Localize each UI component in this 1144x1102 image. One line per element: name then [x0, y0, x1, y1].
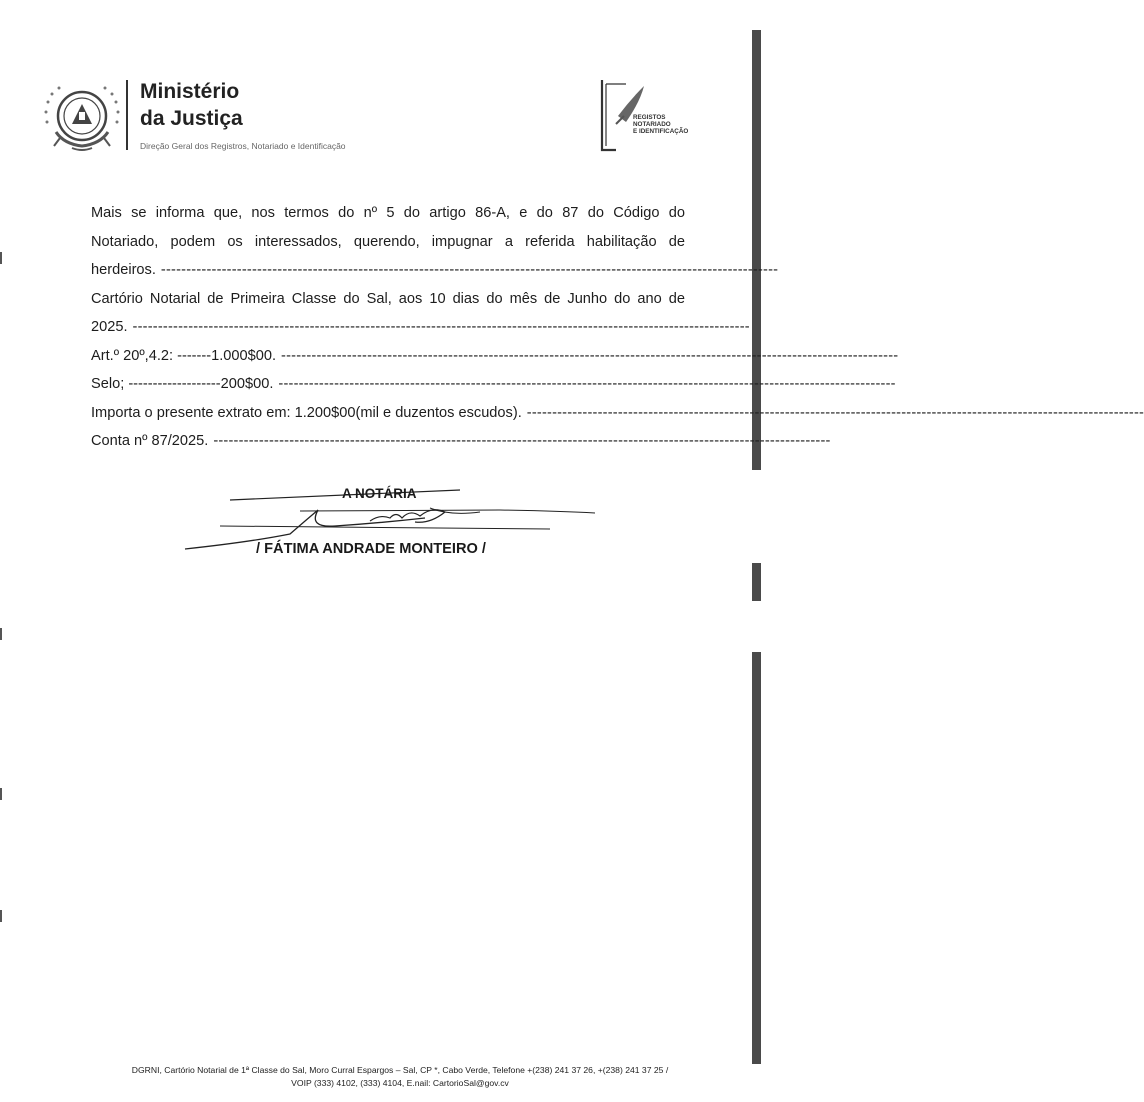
total-amount: Importa o presente extrato em: 1.200$00(mil e duzentos escudos).: [91, 404, 522, 421]
registos-line1: REGISTOS: [633, 114, 666, 121]
filler-dashes: --------------------------------------------------------------------------------------------------------------------------: [213, 433, 831, 449]
paragraph2-line2: [91, 313, 750, 342]
paragraph1-line3-text: herdeiros.: [91, 262, 156, 278]
paragraph1-line1: Mais se informa que, nos termos do nº 5 do artigo 86-A, e do 87 do Código do: [91, 205, 685, 221]
ministry-seal-icon: [42, 80, 122, 160]
signatory-name: / FÁTIMA ANDRADE MONTEIRO /: [256, 541, 486, 557]
fee-selo-line: [91, 370, 896, 399]
ministry-name-line1: Ministério: [140, 80, 240, 103]
footer-line2: VOIP (333) 4102, (333) 4104, E.nail: CartorioSal@gov.cv: [291, 1078, 509, 1088]
filler-dashes: --------------------------------------------------------------------------------------------------------------------------: [132, 319, 750, 335]
registos-wordmark: [633, 114, 688, 135]
header-divider: [126, 80, 128, 150]
scan-edge-tick: [0, 628, 2, 640]
fee-selo: Selo; -------------------200$00.: [91, 376, 274, 392]
total-line: [91, 399, 1144, 428]
page-footer: [80, 1064, 720, 1090]
scan-edge-tick: [0, 252, 2, 264]
fee-art-line: [91, 342, 899, 371]
filler-dashes: --------------------------------------------------------------------------------------------------------------------------: [526, 404, 1144, 421]
fee-art: Art.º 20º,4.2: -------1.000$00.: [91, 347, 277, 364]
signature-role: A NOTÁRIA: [342, 486, 417, 501]
footer-line1: DGRNI, Cartório Notarial de 1ª Classe do Sal, Moro Curral Espargos – Sal, CP *, Cabo Verde, Telefone +(238) 241 37 26, +(238) 241 37 25 /: [131, 1065, 669, 1075]
scan-edge-tick: [0, 788, 2, 800]
ministry-name-line2: da Justiça: [140, 107, 243, 130]
paragraph2-line1: Cartório Notarial de Primeira Classe do Sal, aos 10 dias do mês de Junho do ano de: [91, 290, 685, 307]
filler-dashes: --------------------------------------------------------------------------------------------------------------------------: [278, 376, 896, 392]
paragraph1-line2: Notariado, podem os interessados, querendo, impugnar a referida habilitação de: [91, 233, 685, 250]
registos-line2: NOTARIADO: [633, 121, 671, 128]
account-number: Conta nº 87/2025.: [91, 433, 209, 449]
ministry-department: Direção Geral dos Registros, Notariado e Identificação: [140, 141, 346, 151]
scan-edge-bar-mid: [752, 563, 761, 601]
registos-line3: E IDENTIFICAÇÃO: [633, 128, 689, 135]
scan-edge-bar-bottom: [752, 652, 761, 1064]
filler-dashes: --------------------------------------------------------------------------------------------------------------------------: [281, 347, 899, 364]
document-body: [91, 199, 1144, 456]
paragraph1-line3: [91, 256, 779, 285]
account-line: [91, 427, 831, 456]
filler-dashes: --------------------------------------------------------------------------------------------------------------------------: [160, 262, 779, 278]
paragraph2-line2-text: 2025.: [91, 319, 128, 335]
ministry-name: [140, 78, 243, 132]
scan-edge-tick: [0, 910, 2, 922]
